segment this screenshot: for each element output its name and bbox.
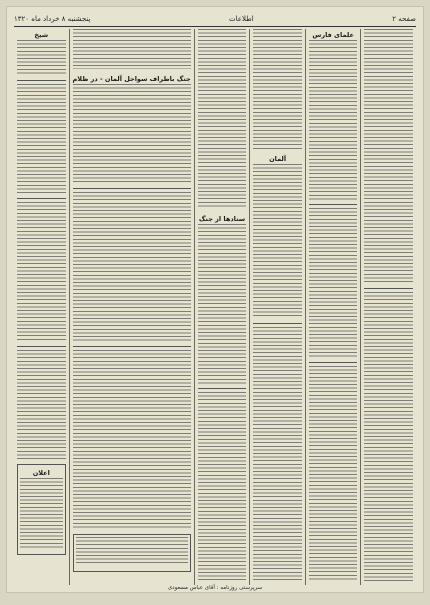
column-1: [360, 29, 416, 585]
footer-text: سرپرستی روزنامه : آقای عباس مسعودی: [167, 585, 263, 591]
article-text: [73, 192, 191, 342]
divider: [17, 198, 66, 199]
divider: [253, 323, 302, 324]
divider: [364, 288, 413, 289]
article-text: [73, 84, 191, 184]
paper-name: اطلاعات: [229, 15, 254, 23]
article-text: [309, 366, 358, 581]
article-text: [73, 350, 191, 530]
page-number: صفحه ۲: [392, 15, 416, 23]
newspaper-page: [6, 6, 424, 593]
column-heading: علمای فارس: [312, 31, 354, 39]
masthead: [14, 12, 416, 26]
article-text: [198, 392, 247, 582]
column-5: [69, 29, 194, 585]
masthead-rule: [14, 26, 416, 27]
column-3: [249, 29, 305, 585]
article-text: [17, 84, 66, 194]
footer-line: [14, 585, 416, 593]
divider: [309, 362, 358, 363]
date-line: پنجشنبه ۸ خرداد ماه ۱۳۲۰: [14, 15, 91, 23]
ad-title: اعلان: [32, 469, 50, 477]
column-6: [14, 29, 69, 585]
ad-box: [17, 464, 66, 555]
column-4: [194, 29, 250, 585]
article-text: [253, 164, 302, 319]
article-text: [198, 224, 247, 384]
column-2: [305, 29, 361, 585]
divider: [309, 204, 358, 205]
article-text: [309, 208, 358, 358]
article-text: [253, 29, 302, 149]
divider: [73, 346, 191, 347]
article-text: [198, 29, 247, 209]
ad-text: [20, 478, 63, 548]
column-heading: ستادها از جنگ: [198, 215, 246, 223]
column-heading: جنگ باطراف سواحل آلمان - در ظلام: [72, 75, 191, 83]
article-text: [17, 350, 66, 460]
notice-text: [76, 537, 188, 565]
article-text: [364, 292, 413, 582]
article-text: [309, 40, 358, 200]
column-heading: شیخ: [34, 31, 49, 39]
article-text: [364, 29, 413, 284]
article-text: [17, 40, 66, 76]
article-text: [73, 29, 191, 69]
article-text: [17, 202, 66, 342]
column-heading: آلمان: [269, 155, 287, 163]
divider: [17, 346, 66, 347]
article-text: [253, 327, 302, 582]
divider: [198, 388, 247, 389]
notice-box: [73, 534, 191, 572]
divider: [73, 188, 191, 189]
divider: [17, 80, 66, 81]
columns: [14, 29, 416, 585]
